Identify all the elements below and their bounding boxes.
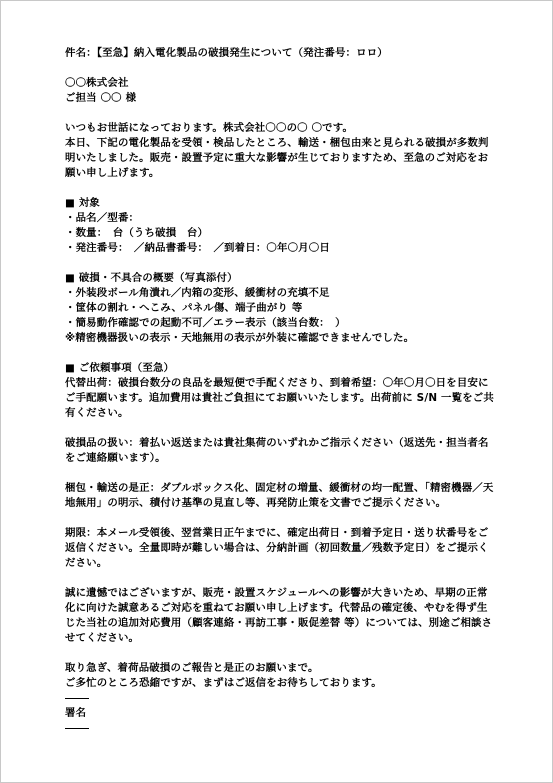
overview-item-housing: ・筐体の割れ・へこみ、パネル傷、端子曲がり 等 bbox=[65, 302, 303, 314]
email-body bbox=[65, 46, 497, 736]
request-damaged-goods: 破損品の扱い：着払い返送または貴社集荷のいずれかご指示ください（返送先・担当者名をご連絡願います）。 bbox=[65, 437, 489, 464]
target-quantity-line: ・数量： 台（うち破損 台） bbox=[65, 227, 209, 239]
requests-heading: ■ ご依頼事項（至急） bbox=[65, 362, 175, 374]
overview-note: ※精密機器扱いの表示・天地無用の表示が外装に確認できませんでした。 bbox=[65, 332, 415, 344]
recipient-company: 〇〇株式会社 bbox=[65, 77, 129, 89]
apology-paragraph: 誠に遺憾ではございますが、販売・設置スケジュールへの影響が大きいため、早期の正常化に向けた誠意あるご対応を重ねてお願い申し上げます。代替品の確定後、やむを得ず生じた当社の追加対応費用（顧客連絡・再訪工事・販促差替 等）については、別途ご相談させてください。 bbox=[65, 587, 493, 644]
email-subject: 件名：【至急】納入電化製品の破損発生について（発注番号：ロロ） bbox=[65, 47, 388, 59]
request-packaging: 梱包・輸送の是正：ダブルボックス化、固定材の増量、緩衝材の均一配置、「精密機器／天地無用」の明示、積付け基準の見直し等、再発防止策を文書でご提示ください。 bbox=[65, 482, 494, 509]
target-heading: ■ 対象 bbox=[65, 197, 101, 209]
closing-line-2: ご多忙のところ恐縮ですが、まずはご返信をお待ちしております。 bbox=[65, 677, 382, 689]
intro-paragraph: 本日、下記の電化製品を受領・検品したところ、輸送・梱包由来と見られる破損が多数判明いたしました。販売・設置予定に重大な影響が生じておりますため、至急のご対応をお願い申し上げます。 bbox=[65, 137, 489, 179]
target-order-line: ・発注番号： ／納品書番号： ／到着日：〇年〇月〇日 bbox=[65, 242, 330, 254]
intro-greeting: いつもお世話になっております。株式会社〇〇の〇 〇です。 bbox=[65, 122, 354, 134]
overview-heading: ■ 破損・不具合の概要（写真添付） bbox=[65, 272, 238, 284]
target-product-line: ・品名／型番： bbox=[65, 212, 140, 224]
signature-rule-bottom bbox=[65, 728, 89, 729]
signature-label: 署名 bbox=[65, 707, 87, 719]
request-deadline: 期限：本メール受領後、翌営業日正午までに、確定出荷日・到着予定日・送り状番号をご返信ください。全量即時が難しい場合は、分納計画（初回数量／残数予定日）をご提示ください。 bbox=[65, 527, 489, 569]
overview-item-packaging: ・外装段ボール角潰れ／内箱の変形、緩衝材の充填不足 bbox=[65, 287, 330, 299]
overview-item-startup: ・簡易動作確認での起動不可／エラー表示（該当台数： ） bbox=[65, 317, 346, 329]
closing-line-1: 取り急ぎ、着荷品破損のご報告と是正のお願いまで。 bbox=[65, 662, 319, 674]
request-replacement: 代替出荷：破損台数分の良品を最短便で手配くださり、到着希望：〇年〇月〇日を目安にご手配願います。追加費用は貴社ご負担にてお願いいたします。出荷前に S/N 一覧をご共有ください。 bbox=[65, 377, 494, 419]
signature-rule-top bbox=[65, 698, 89, 699]
recipient-person: ご担当 〇〇 様 bbox=[65, 92, 137, 104]
